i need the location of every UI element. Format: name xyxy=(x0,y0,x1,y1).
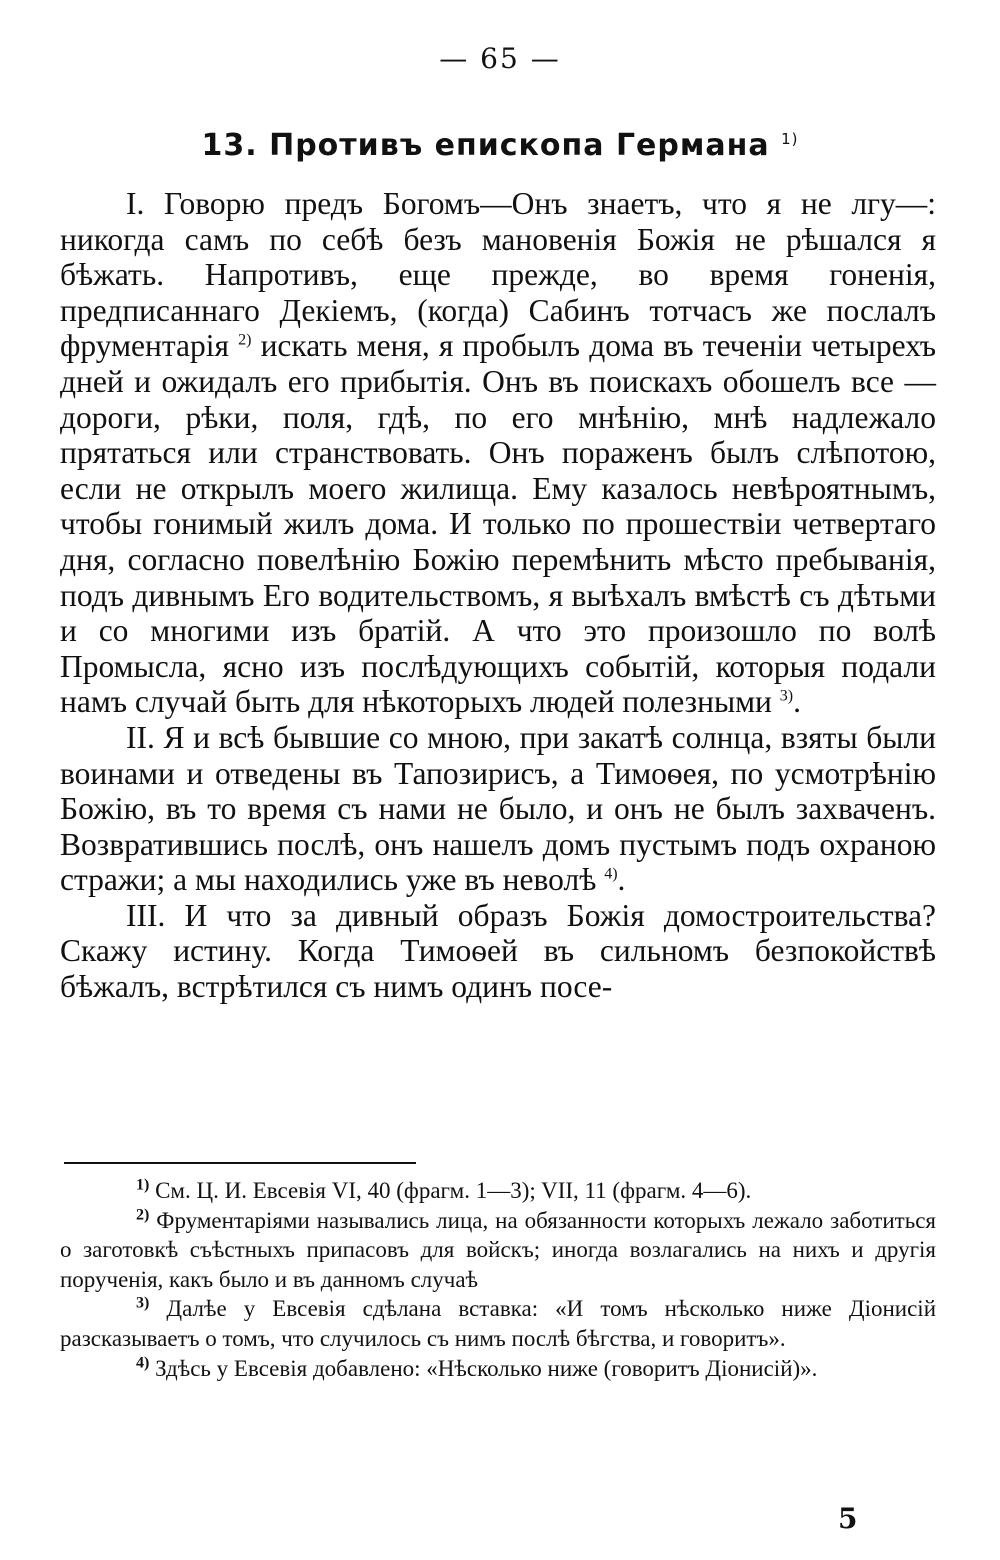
paragraph-text: I. Говорю предъ Богомъ—Онъ знаетъ, что я не лгу—: никогда самъ по себѣ безъ мановенія Божія не рѣшался я бѣжать. Напротивъ, еще прежде, во время гоненія, предписаннаго Декіемъ, (когда) Сабинъ тотчасъ же послалъ фрументарія xyxy=(60,186,936,364)
footnote-3 xyxy=(60,1294,936,1353)
footnote-ref: 4) xyxy=(604,865,618,883)
footnote-ref: 2) xyxy=(238,331,252,349)
paragraph-text: . xyxy=(793,684,801,720)
footnote-ref: 3) xyxy=(779,687,794,705)
footnote-text: Далѣе у Евсевія сдѣлана вставка: «И томъ нѣсколько ниже Діонисій разсказываетъ о томъ, что случилось съ нимъ послѣ бѣгства, и говоритъ». xyxy=(60,1296,936,1351)
paragraph-2 xyxy=(60,720,936,898)
footnote-text: Здѣсь у Евсевія добавлено: «Нѣсколько ниже (говоритъ Діонисій)». xyxy=(155,1355,818,1381)
footnote-text: См. Ц. И. Евсевія VI, 40 (фрагм. 1—3); VII, 11 (фрагм. 4—6). xyxy=(155,1178,752,1203)
footnote-2 xyxy=(60,1206,936,1295)
footnote-1 xyxy=(60,1176,936,1206)
footnote-4 xyxy=(60,1354,936,1384)
footnote-text: Фрументаріями назывались лица, на обязанности которыхъ лежало заботиться о заготовкѣ съѣстныхъ припасовъ для войскъ; иногда возлагались на нихъ и другія порученія, какъ было и въ данномъ случаѣ xyxy=(60,1207,936,1292)
paragraph-text: III. И что за дивный образъ Божія домостроительства? Скажу истину. Когда Тимоѳей въ сильномъ безпокойствѣ бѣжалъ, встрѣтился съ нимъ одинъ посе- xyxy=(60,897,936,1005)
footnote-mark: 1) xyxy=(136,1176,150,1194)
paragraph-text: II. Я и всѣ бывшие со мною, при закатѣ солнца, взяты были воинами и отведены въ Тапозирисъ, а Тимоѳея, по усмотрѣнію Божію, въ то время съ нами не было, и онъ не былъ захваченъ. Возвратившись послѣ, онъ нашелъ домъ пустымъ подъ охраною стражи; а мы находились уже въ неволѣ xyxy=(60,719,936,898)
footnote-divider xyxy=(64,1162,416,1164)
paragraph-3 xyxy=(60,898,936,1005)
footnote-ref: 1) xyxy=(781,130,799,148)
chapter-title-text: 13. Противъ епископа Германа xyxy=(201,128,770,163)
signature-mark: 5 xyxy=(838,1502,858,1535)
paragraph-text: . xyxy=(617,862,626,898)
paragraph-text: искать меня, я пробылъ дома въ теченіи четырехъ дней и ожидалъ его прибытія. Онъ въ поискахъ обошелъ все — дороги, рѣки, поля, гдѣ, по его мнѣнію, мнѣ надлежало прятаться или странствовать. Онъ пораженъ былъ слѣпотою, если не открылъ моего жилища. Ему казалось невѣроятнымъ, чтобы гонимый жилъ дома. И только по прошествіи четвертаго дня, согласно повелѣнію Божію перемѣнить мѣсто пребыванія, подъ дивнымъ Его водительствомъ, я выѣхалъ вмѣстѣ съ дѣтьми и со многими изъ братій. А что это произошло по волѣ Промысла, ясно изъ послѣдующихъ событій, которыя подали намъ случай быть для нѣкоторыхъ людей полезными xyxy=(60,328,936,720)
footnotes xyxy=(60,1176,936,1383)
chapter-title xyxy=(0,128,1000,163)
paragraph-1 xyxy=(60,186,936,720)
main-text xyxy=(60,186,936,1005)
footnote-mark: 2) xyxy=(136,1205,150,1223)
footnote-mark: 4) xyxy=(136,1353,150,1371)
running-head: — 65 — xyxy=(439,42,561,75)
footnote-mark: 3) xyxy=(136,1294,150,1312)
